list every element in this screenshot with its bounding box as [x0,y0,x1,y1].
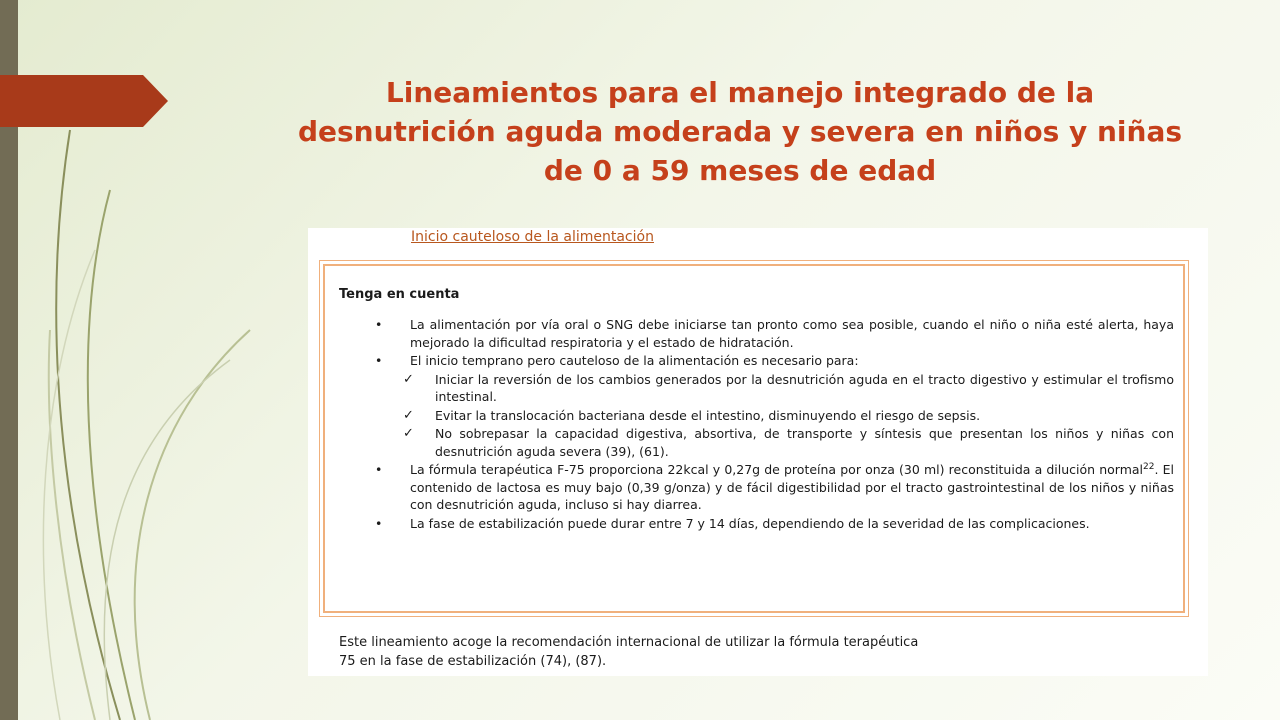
slide-title-line-1: Lineamientos para el manejo integrado de la [385,76,1095,109]
list-item-text: No sobrepasar la capacidad digestiva, absortiva, de transporte y síntesis que presentan los niños y niñas con desnutrición aguda severa (39), (61). [435,426,1174,459]
footer-paragraph [339,633,1208,671]
slide-title-line-3: de 0 a 59 meses de edad [543,154,937,187]
list-item-text: El inicio temprano pero cauteloso de la alimentación es necesario para: [410,353,859,368]
bullet-icon: • [375,462,383,477]
checkmark-icon: ✓ [403,371,414,387]
footnote-reference: 22 [1143,461,1155,472]
list-item [325,371,1187,406]
list-item-text-part: La fórmula terapéutica F-75 proporciona 22kcal y 0,27g de proteína por onza (30 ml) reconstituida a dilución normal [410,462,1144,477]
list-item [325,515,1187,533]
slide-title [270,73,1210,190]
title-arrow-shape [0,75,170,127]
bullet-icon: • [375,353,383,368]
checkmark-icon: ✓ [403,407,414,423]
footer-line-2: 75 en la fase de estabilización (74), (87). [339,654,607,669]
note-box [323,264,1185,613]
document-heading: Inicio cauteloso de la alimentación [411,229,654,245]
list-item-text-part: . El contenido de lactosa es muy bajo (0,39 g/onza) y de fácil digestibilidad por el tracto gastrointestinal de los niños y niñas con desnutrición aguda, incluso si hay diarrea. [410,462,1174,512]
footer-line-1: Este lineamiento acoge la recomendación internacional de utilizar la fórmula terapéutica [339,635,919,650]
document-excerpt [308,228,1208,676]
list-item [325,407,1187,425]
list-item [325,316,1187,351]
note-list [325,316,1187,533]
list-item-text: La fase de estabilización puede durar entre 7 y 14 días, dependiendo de la severidad de las complicaciones. [410,515,1090,531]
bullet-icon: • [375,317,383,332]
list-item [325,461,1187,514]
list-item [325,352,1187,370]
list-item-text: Iniciar la reversión de los cambios generados por la desnutrición aguda en el tracto digestivo y estimular el trofismo intestinal. [435,371,1174,404]
slide-title-line-2: desnutrición aguda moderada y severa en niños y niñas [297,115,1183,148]
note-box-title: Tenga en cuenta [339,287,460,302]
checkmark-icon: ✓ [403,426,414,441]
list-item-text: La alimentación por vía oral o SNG debe iniciarse tan pronto como sea posible, cuando el niño o niña esté alerta, haya mejorado la dificultad respiratoria y el estado de hidratación. [410,317,1174,350]
bullet-icon: • [375,515,383,531]
list-item-text [410,462,1174,512]
list-item [325,425,1187,460]
list-item-text: Evitar la translocación bacteriana desde el intestino, disminuyendo el riesgo de sepsis. [435,407,981,423]
